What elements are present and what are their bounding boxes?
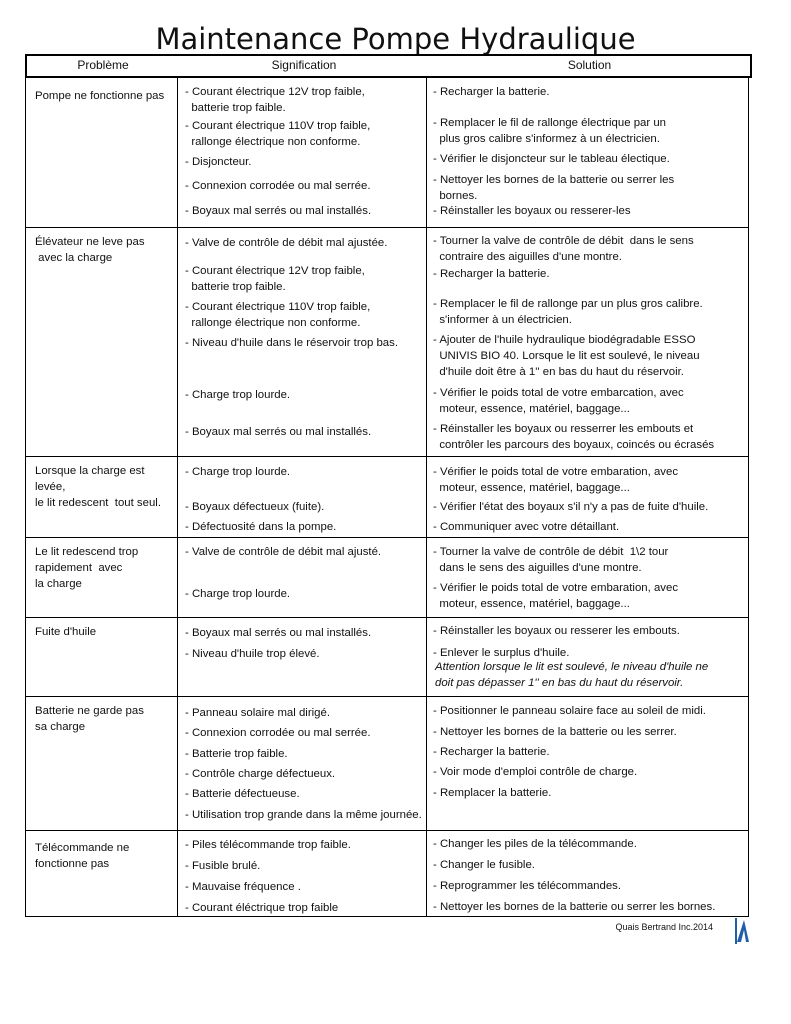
problem-cell-text: Lorsque la charge est	[35, 465, 145, 477]
solution-note: doit pas dépasser 1'' en bas du haut du réservoir.	[435, 677, 684, 689]
problem-cell-text: rapidement avec	[35, 562, 123, 574]
row-divider	[26, 456, 748, 457]
solution-item: - Réinstaller les boyaux ou resserrer les embouts et	[433, 423, 694, 435]
problem-cell-text: Élévateur ne leve pas	[35, 236, 145, 248]
cause-item: - Valve de contrôle de débit mal ajusté.	[185, 546, 382, 558]
solution-note: Attention lorsque le lit est soulevé, le niveau d'huile ne	[435, 661, 709, 673]
cause-item: - Courant électrique 12V trop faible,	[185, 86, 365, 98]
problem-cell-text: Le lit redescend trop	[35, 546, 139, 558]
problem-cell-text: Batterie ne garde pas	[35, 705, 144, 717]
problem-cell-text: Pompe ne fonctionne pas	[35, 90, 165, 102]
solution-item: - Vérifier le poids total de votre embaration, avec	[433, 582, 679, 594]
solution-item: - Changer le fusible.	[433, 859, 535, 871]
solution-item: contraire des aiguilles d'une montre.	[433, 251, 622, 263]
solution-item: - Tourner la valve de contrôle de débit 1\2 tour	[433, 546, 669, 558]
problem-cell-text: sa charge	[35, 721, 86, 733]
solution-item: d'huile doit être à 1'' en bas du haut du réservoir.	[433, 366, 684, 378]
cause-item: - Valve de contrôle de débit mal ajustée.	[185, 237, 388, 249]
solution-item: - Vérifier le disjoncteur sur le tableau électique.	[433, 153, 670, 165]
problem-cell-text: fonctionne pas	[35, 858, 110, 870]
cause-item: - Niveau d'huile trop élevé.	[185, 648, 320, 660]
solution-item: - Remplacer le fil de rallonge par un plus gros calibre.	[433, 298, 703, 310]
cause-item: batterie trop faible.	[185, 281, 286, 293]
page-title: Maintenance Pompe Hydraulique	[155, 22, 636, 56]
solution-item: plus gros calibre s'informez à un électricien.	[433, 133, 660, 145]
problem-cell-text: la charge	[35, 578, 82, 590]
cause-item: - Courant électrique 110V trop faible,	[185, 120, 371, 132]
solution-item: moteur, essence, matériel, baggage...	[433, 482, 630, 494]
solution-item: - Réinstaller les boyaux ou resserer-les	[433, 205, 631, 217]
solution-item: dans le sens des aiguilles d'une montre.	[433, 562, 642, 574]
cause-item: - Boyaux mal serrés ou mal installés.	[185, 627, 372, 639]
header-problem: Problème	[77, 58, 129, 72]
solution-item: moteur, essence, matériel, baggage...	[433, 598, 630, 610]
cause-item: - Batterie défectueuse.	[185, 788, 300, 800]
solution-item: - Remplacer la batterie.	[433, 787, 552, 799]
maintenance-table	[25, 77, 749, 917]
header-solution: Solution	[567, 58, 612, 72]
solution-item: - Positionner le panneau solaire face au soleil de midi.	[433, 705, 706, 717]
problem-cell-text: le lit redescent tout seul.	[35, 497, 161, 509]
row-divider	[26, 830, 748, 831]
solution-item: - Nettoyer les bornes de la batterie ou les serrer.	[433, 726, 677, 738]
column-divider	[426, 78, 427, 916]
row-divider	[26, 537, 748, 538]
cause-item: - Contrôle charge défectueux.	[185, 768, 336, 780]
solution-item: bornes.	[433, 190, 478, 202]
cause-item: - Défectuosité dans la pompe.	[185, 521, 337, 533]
problem-cell-text: levée,	[35, 481, 66, 493]
cause-item: - Disjoncteur.	[185, 156, 252, 168]
cause-item: - Courant électrique 110V trop faible,	[185, 301, 371, 313]
cause-item: batterie trop faible.	[185, 102, 286, 114]
solution-item: - Vérifier l'état des boyaux s'il n'y a pas de fuite d'huile.	[433, 501, 709, 513]
solution-item: - Reprogrammer les télécommandes.	[433, 880, 622, 892]
problem-cell-text: Télécommande ne	[35, 842, 130, 854]
solution-item: contrôler les parcours des boyaux, coincés ou écrasés	[433, 439, 715, 451]
solution-item: - Ajouter de l'huile hydraulique biodégradable ESSO	[433, 334, 696, 346]
cause-item: rallonge électrique non conforme.	[185, 136, 361, 148]
solution-item: - Nettoyer les bornes de la batterie ou serrer les bornes.	[433, 901, 716, 913]
cause-item: - Boyaux défectueux (fuite).	[185, 501, 325, 513]
cause-item: - Batterie trop faible.	[185, 748, 288, 760]
cause-item: rallonge électrique non conforme.	[185, 317, 361, 329]
solution-item: - Communiquer avec votre détaillant.	[433, 521, 620, 533]
cause-item: - Mauvaise fréquence .	[185, 881, 301, 893]
problem-cell-text: Fuite d'huile	[35, 626, 97, 638]
cause-item: - Charge trop lourde.	[185, 466, 291, 478]
cause-item: - Charge trop lourde.	[185, 389, 291, 401]
company-logo-icon	[735, 918, 751, 944]
cause-item: - Connexion corrodée ou mal serrée.	[185, 180, 371, 192]
solution-item: - Changer les piles de la télécommande.	[433, 838, 637, 850]
row-divider	[26, 696, 748, 697]
cause-item: - Courant électrique 12V trop faible,	[185, 265, 365, 277]
cause-item: - Fusible brulé.	[185, 860, 261, 872]
cause-item: - Panneau solaire mal dirigé.	[185, 707, 330, 719]
cause-item: - Connexion corrodée ou mal serrée.	[185, 727, 371, 739]
row-divider	[26, 617, 748, 618]
solution-item: - Vérifier le poids total de votre embarcation, avec	[433, 387, 684, 399]
solution-item: - Réinstaller les boyaux ou resserer les embouts.	[433, 625, 680, 637]
solution-item: - Enlever le surplus d'huile.	[433, 647, 570, 659]
solution-item: moteur, essence, matériel, baggage...	[433, 403, 630, 415]
cause-item: - Niveau d'huile dans le réservoir trop bas.	[185, 337, 399, 349]
solution-item: - Recharger la batterie.	[433, 268, 550, 280]
cause-item: - Piles télécommande trop faible.	[185, 839, 351, 851]
cause-item: - Charge trop lourde.	[185, 588, 291, 600]
table-header	[25, 54, 752, 78]
cause-item: - Boyaux mal serrés ou mal installés.	[185, 205, 372, 217]
cause-item: - Boyaux mal serrés ou mal installés.	[185, 426, 372, 438]
row-divider	[26, 227, 748, 228]
solution-item: - Remplacer le fil de rallonge électrique par un	[433, 117, 666, 129]
column-divider	[177, 78, 178, 916]
solution-item: - Vérifier le poids total de votre embaration, avec	[433, 466, 679, 478]
solution-item: - Tourner la valve de contrôle de débit dans le sens	[433, 235, 694, 247]
header-signification: Signification	[271, 58, 337, 72]
solution-item: - Recharger la batterie.	[433, 86, 550, 98]
footer-credit: Quais Bertrand Inc.2014	[615, 922, 713, 932]
solution-item: s'informer à un électricien.	[433, 314, 572, 326]
cause-item: - Courant éléctrique trop faible	[185, 902, 339, 914]
problem-cell-text: avec la charge	[35, 252, 113, 264]
solution-item: - Voir mode d'emploi contrôle de charge.	[433, 766, 638, 778]
solution-item: UNIVIS BIO 40. Lorsque le lit est soulevé, le niveau	[433, 350, 700, 362]
solution-item: - Nettoyer les bornes de la batterie ou serrer les	[433, 174, 675, 186]
solution-item: - Recharger la batterie.	[433, 746, 550, 758]
cause-item: - Utilisation trop grande dans la même journée.	[185, 809, 422, 821]
